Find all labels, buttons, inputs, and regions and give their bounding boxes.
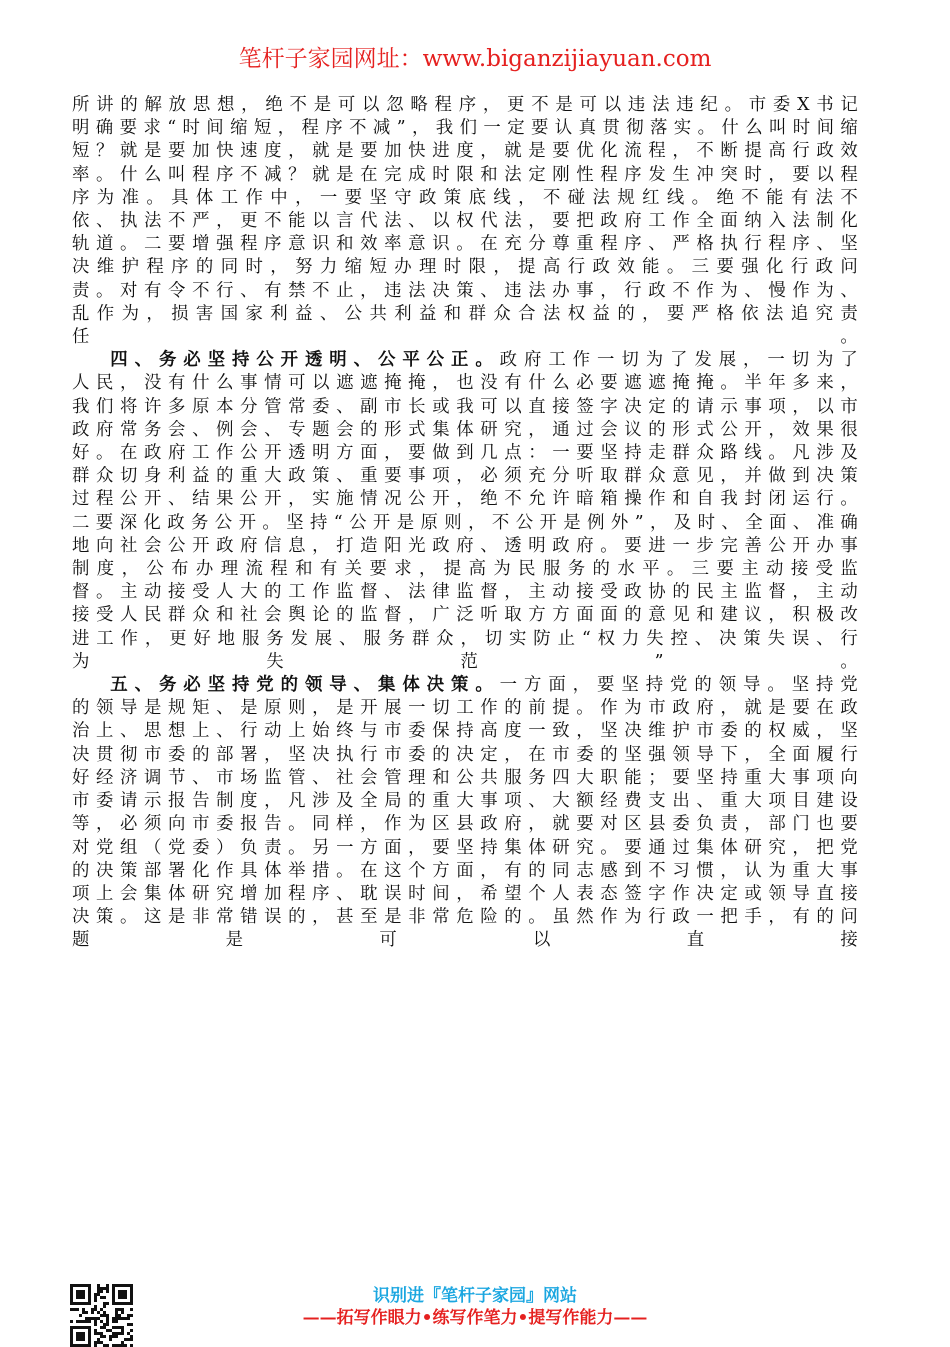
section-5-heading: 五、务必坚持党的领导、集体决策。 [110,675,500,696]
section-5-paragraph [72,674,864,952]
footer-slogan: ——拓写作眼力•练写作笔力•提写作能力—— [302,1308,648,1328]
section-4-paragraph [72,349,864,674]
paragraph-procedure: 所讲的解放思想，绝不是可以忽略程序，更不是可以违法违纪。市委X书记明确要求“时间缩短，程序不减”，我们一定要认真贯彻落实。什么叫时间缩短？就是要加快速度，就是要加快进度，就是要优化流程，不断提高行政效率。什么叫程序不减？就是在完成时限和法定刚性程序发生冲突时，要以程序为准。具体工作中，一要坚守政策底线，不碰法规红线。绝不能有法不依、执法不严，更不能以言代法、以权代法，要把政府工作全面纳入法制化轨道。二要增强程序意识和效率意识。在充分尊重程序、严格执行程序、坚决维护程序的同时，努力缩短办理时限，提高行政效能。三要强化行政问责。对有令不行、有禁不止，违法决策、违法办事，行政不作为、慢作为、乱作为，损害国家利益、公共利益和群众合法权益的，要严格依法追究责任。 [72,95,864,348]
section-5-text: 一方面，要坚持党的领导。坚持党的领导是规矩、是原则，是开展一切工作的前提。作为市政府，就是要在政治上、思想上、行动上始终与市委保持高度一致，坚决维护市委的权威，坚决贯彻市委的部署，坚决执行市委的决定，在市委的坚强领导下，全面履行好经济调节、市场监管、社会管理和公共服务四大职能；要坚持重大事项向市委请示报告制度，凡涉及全局的重大事项、大额经费支出、重大项目建设等，必须向市委报告。同样，作为区县政府，就要对区县委负责，部门也要对党组（党委）负责。另一方面，要坚持集体研究。要通过集体研究，把党的决策部署化作具体举措。在这个方面，有的同志感到不习惯，认为重大事项上会集体研究增加程序、耽误时间，希望个人表态签字作决定或领导直接决策。这是非常错误的，甚至是非常危险的。虽然作为行政一把手，有的问题是可以直接 [72,675,864,951]
site-url-header[interactable]: 笔杆子家园网址：www.biganzijiayuan.com [238,46,712,72]
section-4-text: 政府工作一切为了发展，一切为了人民，没有什么事情可以遮遮掩掩，也没有什么必要遮遮掩掩。半年多来，我们将许多原本分管常委、副市长或我可以直接签字决定的请示事项，以市政府常务会、例会、专题会的形式集体研究，通过会议的形式公开，效果很好。在政府工作公开透明方面，要做到几点：一要坚持走群众路线。凡涉及群众切身利益的重大政策、重要事项，必须充分听取群众意见，并做到决策过程公开、结果公开，实施情况公开，绝不允许暗箱操作和自我封闭运行。二要深化政务公开。坚持“公开是原则，不公开是例外”，及时、全面、准确地向社会公开政府信息，打造阳光政府、透明政府。要进一步完善公开办事制度，公布办理流程和有关要求，提高为民服务的水平。三要主动接受监督。主动接受人大的工作监督、法律监督，主动接受政协的民主监督，主动接受人民群众和社会舆论的监督，广泛听取方方面面的意见和建议，积极改进工作，更好地服务发展、服务群众，切实防止“权力失控、决策失误、行为失范”。 [72,350,864,672]
section-4-heading: 四、务必坚持公开透明、公平公正。 [110,350,500,371]
footer-site-line: 识别进『笔杆子家园』网站 [373,1286,577,1306]
document-body [72,94,864,953]
